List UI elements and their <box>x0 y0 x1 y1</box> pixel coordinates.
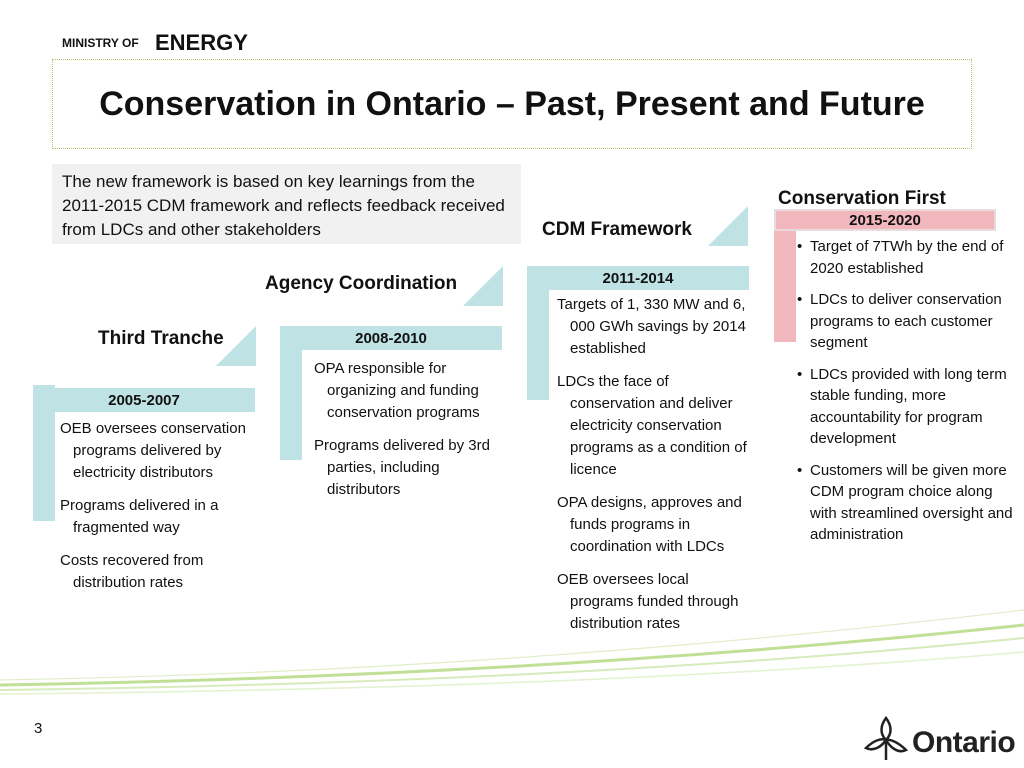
list-item: LDCs the face of conservation and deliver electricity conservation programs as a condition of licence <box>557 373 747 478</box>
list-item: • LDCs provided with long term stable funding, more accountability for program development <box>797 365 1007 447</box>
intro-text: The new framework is based on key learnings from the 2011-2015 CDM framework and reflects feedback received from LDCs and other stakeholders <box>52 164 521 244</box>
bullet-marker: • <box>797 461 803 479</box>
list-item: Programs delivered by 3rd parties, including distributors <box>314 437 490 498</box>
step-arrow <box>463 266 503 306</box>
list-item: Programs delivered in a fragmented way <box>60 497 219 536</box>
stage-label-third-tranche: Third Tranche <box>98 328 224 349</box>
ontario-logo-text: Ontario <box>912 726 1016 759</box>
list-item: OEB oversees local programs funded through distribution rates <box>557 571 739 632</box>
ontario-logo <box>860 712 1016 768</box>
list-item: OPA responsible for organizing and funding conservation programs <box>314 360 480 421</box>
step-arrow <box>216 326 256 366</box>
list-item: OPA designs, approves and funds programs in coordination with LDCs <box>557 494 742 555</box>
ministry-of-label: MINISTRY OF <box>62 36 139 50</box>
stage-list-conservation-first <box>795 236 1017 556</box>
stage-period-2008-2010: 2008-2010 <box>280 326 502 350</box>
bullet-marker: • <box>797 365 803 383</box>
list-item: • LDCs to deliver conservation programs to each customer segment <box>797 291 1002 351</box>
stage-period-2015-2020: 2015-2020 <box>774 209 996 231</box>
list-item: OEB oversees conservation programs delivered by electricity distributors <box>60 420 246 481</box>
stage-list-agency-coordination <box>314 358 509 512</box>
stage-list-third-tranche <box>60 418 270 605</box>
step-arrow <box>708 206 748 246</box>
bullet-marker: • <box>797 238 803 255</box>
stage-period-2011-2014: 2011-2014 <box>527 266 749 290</box>
stage-label-conservation-first: Conservation First <box>778 188 946 209</box>
stage-label-cdm-framework: CDM Framework <box>542 219 692 240</box>
stage-label-agency-coordination: Agency Coordination <box>265 273 458 294</box>
list-item: • Target of 7TWh by the end of 2020 established <box>797 238 1004 277</box>
ministry-name: ENERGY <box>155 30 248 55</box>
page-number: 3 <box>34 720 43 737</box>
list-item: Targets of 1, 330 MW and 6, 000 GWh savings by 2014 established <box>557 296 746 357</box>
title-box <box>52 59 972 149</box>
list-item: Costs recovered from distribution rates <box>60 552 204 591</box>
trillium-icon <box>860 714 912 766</box>
bullet-marker: • <box>797 291 803 308</box>
green-swoosh-decoration <box>0 580 1024 700</box>
page-title: Conservation in Ontario – Past, Present and Future <box>99 84 925 123</box>
stage-period-2005-2007: 2005-2007 <box>33 388 255 412</box>
list-item: • Customers will be given more CDM program choice along with streamlined oversight and administration <box>797 461 1013 543</box>
